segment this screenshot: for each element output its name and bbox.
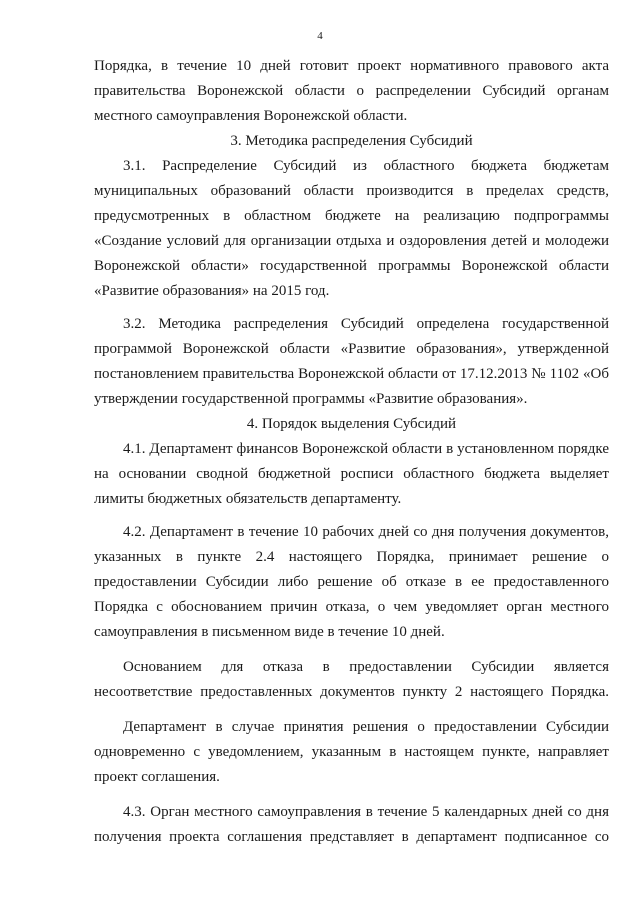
paragraph-3-1: 3.1. Распределение Субсидий из областного бюджета бюджетам муниципальных образований области производится в пределах средств, предусмотренных в областном бюджете на реализацию подпрограммы «Создание условий для организации отдыха и оздоровления детей и молодежи Воронежской области» государственной программы Воронежской области «Развитие образования» на 2015 год. (94, 158, 609, 299)
paragraph-refusal-grounds: Основанием для отказа в предоставлении Субсидии является несоответствие предоставленных документов пункту 2 настоящего Порядка. (94, 659, 609, 700)
paragraph-3-2: 3.2. Методика распределения Субсидий определена государственной программой Воронежской области «Развитие образования», утвержденной постановлением правительства Воронежской области от 17.12.2013 № 1102 «Об утверждении государственной программы «Развитие образования». (94, 316, 609, 407)
document-body (94, 54, 609, 850)
paragraph-4-1: 4.1. Департамент финансов Воронежской области в установленном порядке на основании сводной бюджетной росписи областного бюджета выделяет лимиты бюджетных обязательств департаменту. (94, 441, 609, 507)
paragraph-continuation: Порядка, в течение 10 дней готовит проект нормативного правового акта правительства Воронежской области о распределении Субсидий органам местного самоуправления Воронежской области. (94, 58, 609, 124)
section-heading-3: 3. Методика распределения Субсидий (230, 133, 473, 149)
paragraph-4-3: 4.3. Орган местного самоуправления в течение 5 календарных дней со дня получения проекта соглашения представляет в департамент подписанное со (94, 804, 609, 845)
page-number: 4 (317, 30, 323, 42)
paragraph-agreement-project: Департамент в случае принятия решения о предоставлении Субсидии одновременно с уведомлением, указанным в настоящем пункте, направляет проект соглашения. (94, 719, 609, 785)
section-heading-4: 4. Порядок выделения Субсидий (246, 416, 457, 432)
paragraph-4-2: 4.2. Департамент в течение 10 рабочих дней со дня получения документов, указанных в пункте 2.4 настоящего Порядка, принимает решение о предоставлении Субсидии либо решение об отказе в ее предоставленного Порядка с обоснованием причин отказа, о чем уведомляет орган местного самоуправления в письменном виде в течение 10 дней. (94, 524, 609, 640)
